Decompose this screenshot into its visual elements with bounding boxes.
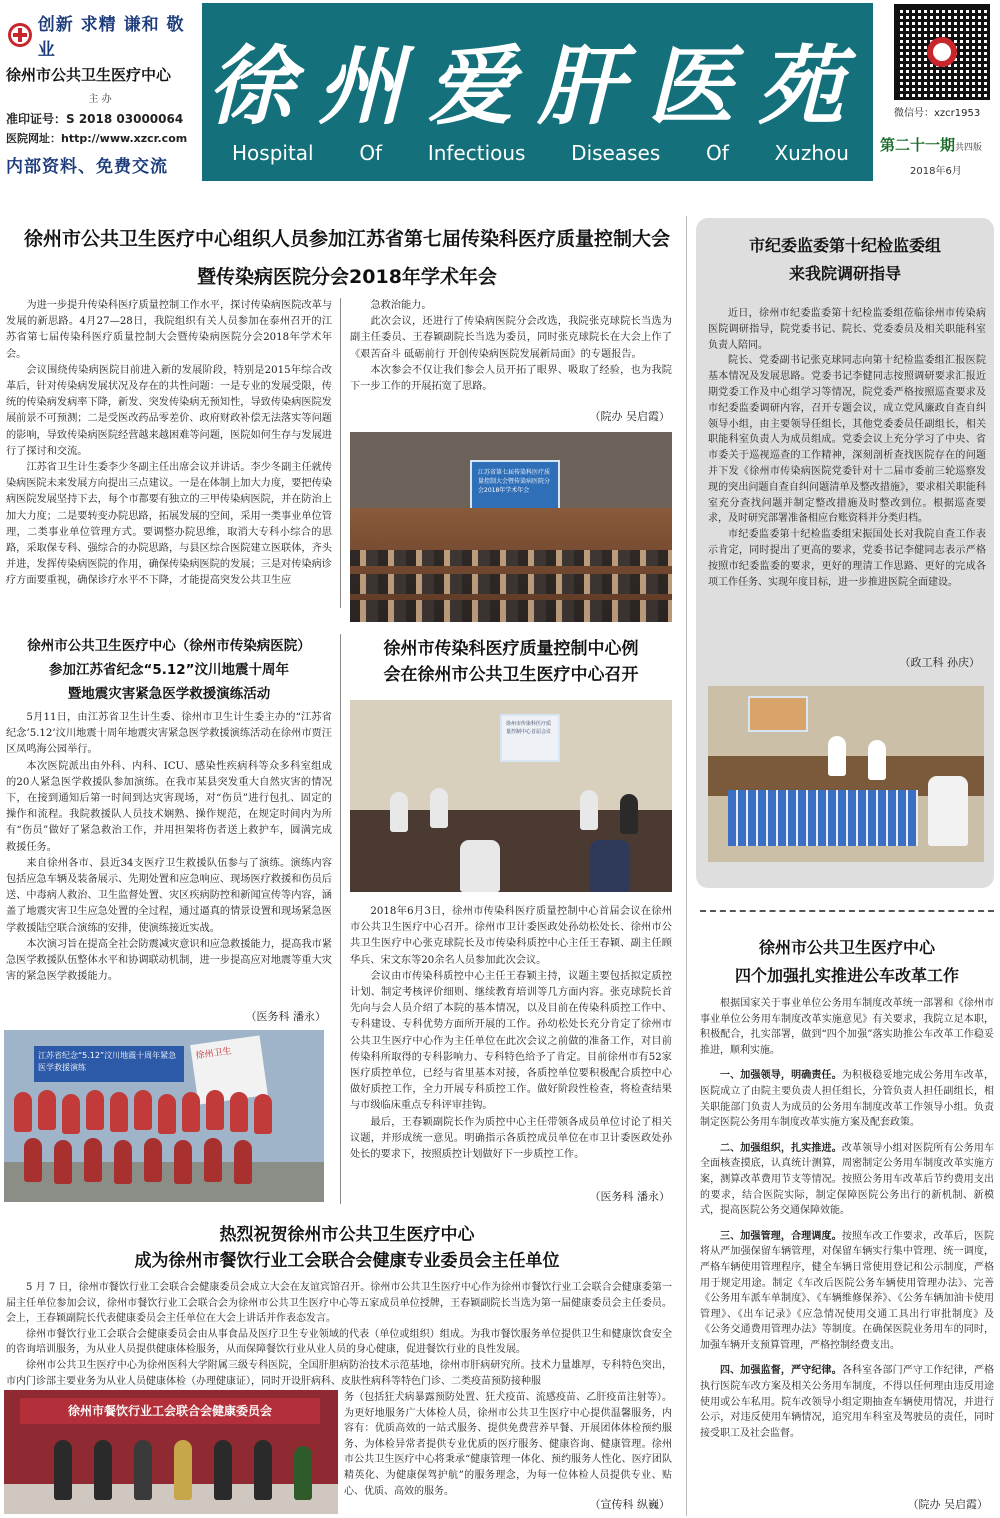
article4-title-line: 成为徐州市餐饮行业工会联合会健康专业委员会主任单位	[134, 1251, 560, 1271]
paragraph: 急救治能力。	[370, 300, 432, 311]
paragraph	[700, 1141, 994, 1219]
paragraph: 5 月 7 日，徐州市餐饮行业工会联合会健康委员会成立大会在友谊宾馆召开。徐州市公共卫生医疗中心作为徐州市餐饮行业工会联合会健康委第一届主任单位参加会议，徐州市餐饮行业工会联合会为徐州市公共卫生医疗中心等五家成员单位授牌，王春颖副院长当选为第一届健康委员会主任委员。会上，王春颖副院长代表健康委员会主任单位在大会上讲话并作表态发言。	[6, 1282, 672, 1325]
section-heading: 一、加强领导，明确责任。	[720, 1070, 842, 1082]
motto	[8, 10, 200, 60]
team-member	[24, 1138, 42, 1182]
article3-title-line: 会在徐州市公共卫生医疗中心召开	[383, 665, 639, 685]
newspaper-title: 徐州爱肝医苑	[207, 36, 868, 137]
audience-row	[350, 550, 672, 566]
article4-title-line: 热烈祝贺徐州市公共卫生医疗中心	[219, 1225, 475, 1245]
paragraph	[700, 1229, 994, 1354]
paragraph: 本次演习旨在提高全社会防震减灾意识和应急救援能力，提高我市紧急医学救援队伍整体水平和协调联动机制，进一步提高应对地震等重大灾害的紧急医学救援能力。	[6, 938, 333, 983]
award-photo	[4, 1390, 338, 1514]
team-member	[230, 1092, 248, 1132]
team-member	[62, 1094, 80, 1134]
internal-notice: 内部资料、免费交流	[6, 157, 168, 177]
team-member	[84, 1138, 102, 1182]
awardee	[254, 1440, 272, 1500]
awardee	[94, 1440, 112, 1500]
paragraph: 2018年6月3日，徐州市传染科医疗质量控制中心首届会议在徐州市公共卫生医疗中心召开。徐州市卫计委医政处孙幼松处长、徐州市公共卫生医疗中心张克球院长及市传染科质控中心主任王春颖、副主任顾华兵、宋文东等20余名人员参加此次会议。	[350, 906, 672, 966]
article2-body	[6, 710, 332, 985]
section-divider	[700, 910, 994, 912]
paragraph: 5月11日，由江苏省卫生计生委、徐州市卫生计生委主办的“江苏省纪念’5.12’汶川地震十周年地震灾害紧急医学救援演练活动在徐州市贾汪区凤鸣海公园举行。	[6, 712, 332, 756]
awardee	[174, 1440, 192, 1500]
attendee	[430, 788, 448, 828]
team-member	[174, 1140, 192, 1184]
article1-title-line: 暨传染病医院分会2018年学术年会	[197, 266, 497, 288]
team-member	[38, 1090, 56, 1130]
article4-byline: （宣传科 纵巍）	[589, 1498, 670, 1511]
newspaper-subtitle	[232, 141, 849, 165]
awardee	[54, 1440, 72, 1500]
team-member	[114, 1140, 132, 1184]
article3-body	[350, 904, 672, 1163]
team-member	[206, 1090, 224, 1130]
projection-screen: 江苏省第七届传染科医疗质量控制大会暨传染病医院分会2018年学术年会	[470, 460, 560, 520]
masthead-banner	[202, 3, 873, 181]
attendee	[868, 740, 886, 780]
paragraph: 根据国家关于事业单位公务用车制度改革统一部署和《徐州市事业单位公务用车制度改革实施意见》有关要求，我院立足本职，积极配合，扎实部署，做到“四个加强”落实助推公车改革工作稳妥推进，顺利实施。	[700, 998, 994, 1056]
article3-byline: （医务科 潘永）	[589, 1190, 670, 1203]
article5-title-line: 来我院调研指导	[788, 264, 901, 283]
team-member	[158, 1094, 176, 1134]
subtitle-word: Xuzhou	[774, 141, 849, 165]
issue-number	[880, 134, 982, 155]
section-heading: 三、加强管理，合理调度。	[720, 1230, 842, 1242]
article6-title-line: 四个加强扎实推进公车改革工作	[734, 966, 959, 985]
team-member	[204, 1138, 222, 1182]
attendee	[928, 776, 968, 846]
team-member	[54, 1140, 72, 1184]
section-text: 为积极稳妥地完成公务用车改革，医院成立了由院主要负责人担任组长，分管负责人担任副组长，相关职能部门负责人为成员的公务用车制度改革工作领导小组。负责制定医院公务用车制度改革实施方案及配套政策。	[700, 1070, 995, 1129]
subtitle-word: Of	[359, 141, 383, 165]
paragraph: 会议围绕传染病医院目前进入新的发展阶段，特别是2015年综合改革后，针对传染病发展状况及存在的共性问题：一是专业的发展受限，传统的传染病发病率下降，新发、突发传染病无预知性，导致传染病医院发展前景不可预测；二是受医改药品零差价、政府财政补偿无法落实等问题的影响，导致传染病医院经营越来越困难等问题，医院如何生存与发展进行了探讨和交流。	[6, 364, 332, 457]
attendee	[590, 840, 630, 892]
paragraph	[700, 1363, 994, 1441]
article4-title	[4, 1222, 690, 1274]
team-member	[110, 1092, 128, 1132]
issue-pages: 共四版	[955, 143, 983, 153]
paragraph: 为进一步提升传染科医疗质量控制工作水平，探讨传染病医院改革与发展的新思路。4月27—28日，我院组织有关人员参加在泰州召开的江苏省第七届传染科医疗质量控制大会暨传染病医院分会2018年学术年会。	[6, 300, 333, 360]
subtitle-word: Hospital	[232, 141, 314, 165]
paragraph: 最后，王春颖副院长作为质控中心主任带领各成员单位讨论了相关议题，并形成统一意见。明确指示各质控成员单位在市卫计委医政处孙处长的要求下，按照质控计划做好下一步质控工作。	[350, 1116, 672, 1161]
team-member	[182, 1092, 200, 1132]
conference-photo	[350, 432, 672, 622]
article1-title	[4, 220, 690, 296]
article6-byline: （院办 吴启霞）	[907, 1498, 988, 1511]
article2-title-line: 徐州市公共卫生医疗中心（徐州市传染病医院）	[27, 638, 311, 654]
section-heading: 四、加强监督，严守纪律。	[720, 1365, 842, 1377]
attendee	[390, 792, 408, 832]
ground	[4, 1162, 324, 1202]
paragraph: 本次医院派出由外科、内科、ICU、感染性疾病科等众多科室组成的20人紧急医学救援队参加演练。在我市某县突发重大自然灾害的情况下，在接到通知后第一时间到达灾害现场，对“伤员”进行包扎、固定的操作和流程。我院救援队人员技术娴熟、操作规范，在规定时间内为所有“伤员”做好了紧急救治工作，并用担架将伤者送上救护车，圆满完成救援任务。	[6, 760, 332, 853]
drill-team-photo	[4, 1030, 324, 1202]
article5-byline: （政工科 孙庆）	[899, 656, 980, 669]
paragraph: 本次参会不仅让我们参会人员开拓了眼界、吸取了经验，也为我院下一步工作的开展拓宽了思路。	[350, 364, 672, 393]
column-divider	[340, 298, 341, 608]
permit-number: 准印证号：S 2018 03000064	[6, 112, 184, 126]
article3-title	[350, 636, 672, 688]
column-divider	[340, 634, 341, 1204]
attendee	[460, 840, 500, 892]
paragraph: 近日，徐州市纪委监委第十纪检监委组莅临徐州市传染病医院调研指导，院党委书记、院长、党委委员及相关职能科室负责人陪同。	[708, 308, 986, 351]
sponsor-label: 主 办	[88, 94, 112, 105]
section-heading: 二、加强组织，扎实推进。	[720, 1142, 842, 1154]
meeting-screen	[748, 696, 808, 732]
article6-title-line: 徐州市公共卫生医疗中心	[758, 938, 935, 957]
attendee	[828, 736, 846, 776]
plant	[294, 1446, 312, 1500]
section-text: 各科室各部门严守工作纪律，严格执行医院车改方案及相关公务用车制度，不得以任何理由违反用途使用或公车私用。院车改领导小组定期抽查车辆使用情况，并进行公示，对违反使用车辆情况，追究用车科室及驾驶员的责任，同时接受职工及社会监督。	[700, 1365, 995, 1439]
team-member	[14, 1092, 32, 1132]
article3-title-line: 徐州市传染科医疗质量控制中心例	[383, 639, 639, 659]
paragraph: 来自徐州各市、县近34支医疗卫生救援队伍参与了演练。演练内容包括应急车辆及装备展示、先期处置和应急响应、现场医疗救援和伤员后送、中毒病人救治、卫生监督处置、灾区疾病防控和新闻宣传等内容，涵盖了地震灾害卫生应急处置的全过程，通过逼真的情景设置和现场紧急医学救援陆空联合演练的安排，使演练接近实战。	[6, 857, 332, 934]
article2-title-line: 参加江苏省纪念“5.12”汶川地震十周年	[48, 662, 290, 678]
attendee	[620, 794, 638, 834]
paragraph: 徐州市公共卫生医疗中心为徐州医科大学附属三级专科医院，全国肝胆病防治技术示范基地，徐州市肝病研究所。技术力量雄厚，专科特色突出，市内门诊部主要业务为从业人员健康体检（办理健康证），同时开设肝病科、皮肤性病科等特色门诊、二类疫苗预防接种服	[6, 1359, 672, 1387]
column-divider	[686, 216, 687, 1516]
article1-col1	[6, 298, 332, 590]
team-member	[144, 1138, 162, 1182]
article4-top	[6, 1280, 672, 1389]
drill-banner: 江苏省纪念“5.12”汶川地震十周年紧急医学救援演练	[34, 1046, 184, 1082]
website: 医院网址：http://www.xzcr.com	[6, 132, 188, 145]
paragraph	[700, 1068, 994, 1130]
article2-title-line: 暨地震灾害紧急医学救援演练活动	[67, 686, 271, 702]
subtitle-word: Of	[705, 141, 729, 165]
article1-byline: （院办 吴启霞）	[589, 410, 670, 423]
meeting-screen: 徐州市传染科医疗质量控制中心首届会议	[500, 714, 560, 762]
paragraph: 务（包括狂犬病暴露预防处置、狂犬疫苗、流感疫苗、乙肝疫苗注射等）。为更好地服务广大体检人员，徐州市公共卫生医疗中心提供温馨服务，内容有：优质高效的一站式服务、提供免费营养早餐、开展团体体检预约服务、为体检异常者提供专业优质的医疗服务、健康咨询、健康管理。徐州市公共卫生医疗中心将秉承“健康管理一体化、预约服务人性化、医疗团队精英化、为健康保驾护航”的服务理念，为每一位体检人员提供专业、贴心、优质、高效的服务。	[344, 1392, 672, 1497]
article6-body	[700, 996, 994, 1441]
meeting-photo	[350, 700, 672, 892]
article5-title-line: 市纪委监委第十纪检监委组	[748, 236, 941, 255]
masthead-left	[0, 0, 200, 182]
paragraph: 此次会议，还进行了传染病医院分会改选，我院张克球院长当选为副主任委员、王春颖副院长当选为委员，同时张克球院长在大会上作了《艰苦奋斗 砥砺前行 开创传染病医院发展新局面》的专题报告。	[350, 316, 672, 360]
issue-date: 2018年6月	[910, 166, 962, 177]
organization-name: 徐州市公共卫生医疗中心	[6, 66, 172, 84]
wechat-id: 微信号：xzcr1953	[894, 108, 981, 119]
audience-row	[350, 600, 672, 622]
subtitle-word: Infectious	[427, 141, 526, 165]
article4-right	[344, 1390, 672, 1499]
article1-col2	[350, 298, 672, 395]
section-text: 按照车改工作要求，改革后，医院将从严加强保留车辆管理，对保留车辆实行集中管理、统一调度，严格车辆使用管理程序，健全车辆日常使用登记和公示制度，严格用于规定用途。制定《车改后医院公务车辆使用管理办法》、完善《公务用车派车单制度》、《车辆维修保养》、《公务车辆加油卡使用管理》、《出车记录》《应急情况使用交通工具出行审批制度》及《公务交通费用管理办法》等制度。在确保医院业务用车的同时，加强车辆开支预算管理，严格控制经费支出。	[700, 1230, 995, 1351]
paragraph: 市纪委监委第十纪检监委组宋振国处长对我院自查工作表示肯定，同时提出了更高的要求，党委书记李健同志表示严格按照市纪委监委的要求，更好的理清工作思路、更好的完成各项工作任务、实现年度目标，进一步推进医院全面建设。	[708, 529, 986, 588]
subtitle-word: Diseases	[571, 141, 661, 165]
audience-row	[350, 574, 672, 594]
awardee	[214, 1440, 232, 1500]
hospital-flag: 徐州卫生	[190, 1035, 268, 1104]
hospital-cross-icon	[8, 23, 32, 47]
article6-title	[700, 934, 994, 990]
awardee	[134, 1440, 152, 1500]
masthead-right	[880, 0, 1000, 182]
attendee	[580, 790, 598, 830]
article2-byline: （医务科 潘永）	[245, 1010, 326, 1023]
article1-title-line: 徐州市公共卫生医疗中心组织人员参加江苏省第七届传染科医疗质量控制大会	[23, 228, 670, 250]
team-member	[234, 1140, 252, 1184]
paragraph: 会议由市传染科质控中心主任王春颖主持，议题主要包括拟定质控计划、制定考核评价细则、继续教育培训等几方面内容。张克球院长首先向与会人员介绍了本院的基本情况，以及目前在传染科质控工作中、专科建设、专科优势方面所开展的工作。孙幼松处长充分肯定了徐州市公共卫生医疗中心作为主任单位在此次会议之前做的准备工作，对目前传染科所取得的专科影响力、专科特色给予了肯定。目前徐州市有52家医疗质控单位，已经与省里基本对接，各质控单位要积极配合质控中心做好质控工作，全力开展专科质控工作。做好阶段性检查，将检查结果与市级临床重点专科评审挂钩。	[350, 970, 672, 1112]
inspection-photo	[708, 686, 984, 862]
section-text: 改革领导小组对医院所有公务用车全面核查摸底，认真统计测算，周密制定公务用车制度改革实施方案，测算改革费用节支等情况。按照公务用车改革后节约费用支出的要求，结合医院实际，制定保障医院公务出行的新机制、新模式，提高医院公务交通保障效能。	[700, 1142, 995, 1217]
award-banner: 徐州市餐饮行业工会联合会健康委员会	[20, 1398, 320, 1424]
team-member	[86, 1090, 104, 1130]
issue-label: 第二十一期	[880, 136, 956, 154]
team-member	[134, 1090, 152, 1130]
paragraph: 院长、党委副书记张克球同志向第十纪检监委组汇报医院基本情况及发展思路。党委书记李健同志按照调研要求汇报近期党委工作及中心组学习等情况，院党委严格按照巡查要求及市纪委监委调研内容，召开专题会议，成立党风廉政自查自纠领导小组，由主要领导任组长，其他党委委员任副组长，相关职能科室负责人为成员组成。党委会议上充分学习了中央、省市委关于巡视巡查的工作精神，深刻剖析查找医院存在的问题并下发《徐州市传染病医院党委针对十二届市委前三轮巡察发现的突出问题自查自纠问题清单及整改措施》，要求相关职能科室充分查找问题并制定整改措施及时整改到位。根据巡查要求，及时研究部署准备相应台账资料并分类归档。	[708, 355, 986, 525]
qr-code-icon[interactable]	[894, 4, 990, 100]
team-member	[254, 1094, 272, 1134]
motto-text: 创新 求精 谦和 敬业	[37, 15, 185, 60]
paragraph: 江苏省卫生计生委李少冬副主任出席会议并讲话。李少冬副主任就传染病医院未来发展方向提出三点建议。一是在体制上加大力度，要把传染病医院发展坚持下去，每个市都要有独立的三甲传染病医院，并在防治上加大力度；二是要转变办院思路，拓展发展的空间，采用一类事业单位管理，二类事业单位管理方式。要调整办院思维，取消大专科小综合的思路，采取保专科、强综合的办院思路，与县区综合医院建立医联体，齐头并进，发挥传染病医院的作用，确保传染病医院的发展；三是对传染病诊疗方面要重视，确保诊疗水平不下降，才能提高突发公共卫生应	[6, 462, 333, 587]
article2-title	[6, 634, 332, 706]
article5-body	[708, 306, 986, 590]
document-folders	[728, 790, 918, 846]
article5-title	[700, 232, 990, 288]
paragraph: 徐州市餐饮行业工会联合会健康委员会由从事食品及医疗卫生专业领域的代表（单位或组织）组成。为我市餐饮服务单位提供卫生和健康饮食安全的咨询培训服务，为从业人员提供健康体检服务，从而保障餐饮行业从业人员的身心健康，促进餐饮行业的良性发展。	[6, 1328, 672, 1356]
